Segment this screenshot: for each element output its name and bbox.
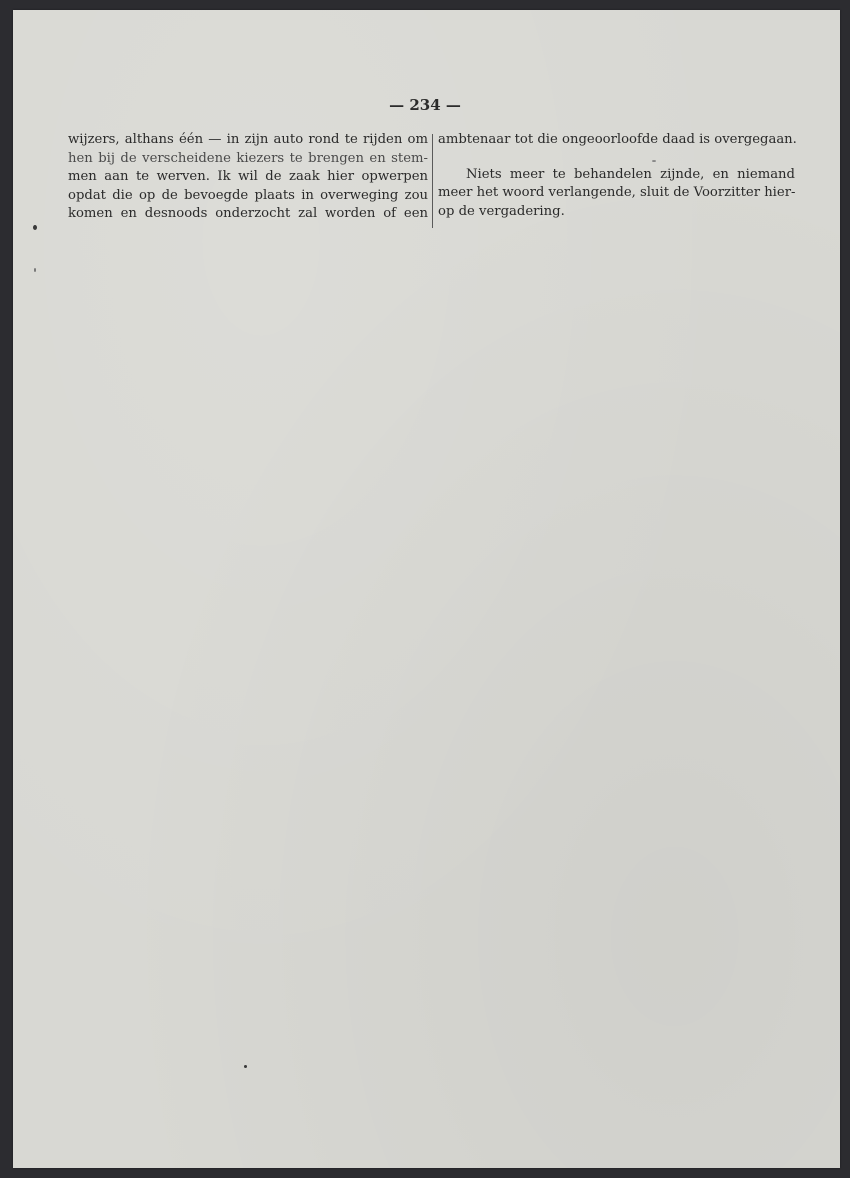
paper-speck (244, 1065, 247, 1068)
text-line: men aan te werven. Ik wil de zaak hier opwerpen (68, 169, 428, 185)
text-line: wijzers, althans één — in zijn auto rond te rijden om (68, 132, 428, 147)
right-column (438, 131, 795, 221)
text-line: op de vergadering. (438, 203, 565, 219)
text-line: komen en desnoods onderzocht zal worden of een (68, 206, 428, 222)
text-line: opdat die op de bevoegde plaats in overweging zou (68, 187, 428, 203)
column-divider (432, 134, 433, 228)
paper-speck (652, 160, 656, 162)
paper-speck (34, 268, 36, 272)
text-line: meer het woord verlangende, sluit de Voorzitter hier- (438, 185, 796, 201)
paragraph-spacer (438, 150, 795, 166)
text-line: ambtenaar tot die ongeoorloofde daad is overgegaan. (438, 132, 797, 147)
page-number: — 234 — (389, 96, 461, 114)
left-column (68, 131, 428, 224)
text-line: Niets meer te behandelen zijnde, en niemand (466, 166, 795, 182)
paper-speck (33, 225, 37, 230)
text-line: hen bij de verscheidene kiezers te brengen en stem- (68, 150, 428, 166)
